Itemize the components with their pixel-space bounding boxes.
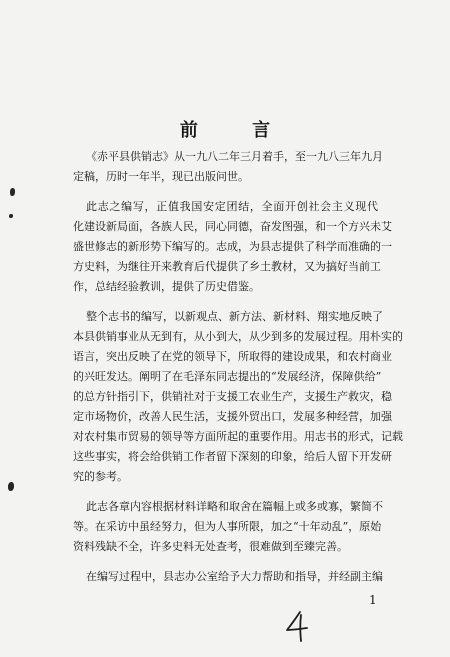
line-2: 定稿，历时一年半，现已出版问世。 bbox=[73, 170, 249, 183]
line-15: 这些事实，将会给供销工作者留下深刻的印象，给后人留下开发研 bbox=[73, 450, 392, 463]
line-17: 此志各章内容根据材料详略和取舍在篇幅上或多或寡，繁简不 bbox=[86, 500, 383, 513]
preface-heading: 前 言 bbox=[179, 120, 295, 141]
line-4: 化建设新局面，各族人民，同心同德，奋发图强，和一个方兴未艾 bbox=[73, 220, 392, 233]
line-5: 盛世修志的新形势下编写的。志成，为县志提供了科学而准确的一 bbox=[73, 240, 392, 253]
line-19: 资料残缺不全，许多史料无处查考，很难做到至臻完善。 bbox=[73, 540, 348, 553]
page-number: 1 bbox=[369, 593, 377, 607]
scan-speck-3 bbox=[8, 482, 14, 491]
line-6: 方史料，为继往开来教育后代提供了乡土教材，又为搞好当前工 bbox=[73, 260, 381, 273]
line-1: 《赤平县供销志》从一九八二年三月着手，至一九八三年九月 bbox=[86, 150, 383, 163]
scan-speck-2 bbox=[9, 214, 13, 218]
line-14: 对农村集市贸易的领导等方面所起的重要作用。用志书的形式，记载 bbox=[73, 430, 403, 443]
line-12: 的总方针指引下，供销社对于支援工农业生产，支援生产救灾，稳 bbox=[73, 390, 392, 403]
line-3: 此志之编写，正值我国安定团结，全面开创社会主义现代 bbox=[86, 200, 378, 213]
line-11: 的兴旺发达。阐明了在毛泽东同志提出的“发展经济，保障供给” bbox=[73, 370, 382, 383]
line-7: 作，总结经验教训，提供了历史借鉴。 bbox=[73, 280, 260, 293]
line-8: 整个志书的编写，以新观点、新方法、新材料、翔实地反映了 bbox=[86, 310, 383, 323]
handwritten-mark bbox=[283, 610, 311, 644]
line-16: 究的参考。 bbox=[73, 470, 128, 483]
line-18: 等。在采访中虽经努力，但为人事所限，加之“十年动乱”，原始 bbox=[73, 520, 382, 533]
scan-speck-1 bbox=[10, 188, 15, 196]
line-13: 定市场物价，改善人民生活，支援外贸出口，发展多种经营，加强 bbox=[73, 410, 392, 423]
line-9: 本县供销事业从无到有，从小到大，从少到多的发展过程。用朴实的 bbox=[73, 330, 403, 343]
line-20: 在编写过程中，县志办公室给予大力帮助和指导，并经副主编 bbox=[86, 570, 383, 583]
line-10: 语言，突出反映了在党的领导下，所取得的建设成果，和农村商业 bbox=[73, 350, 392, 363]
